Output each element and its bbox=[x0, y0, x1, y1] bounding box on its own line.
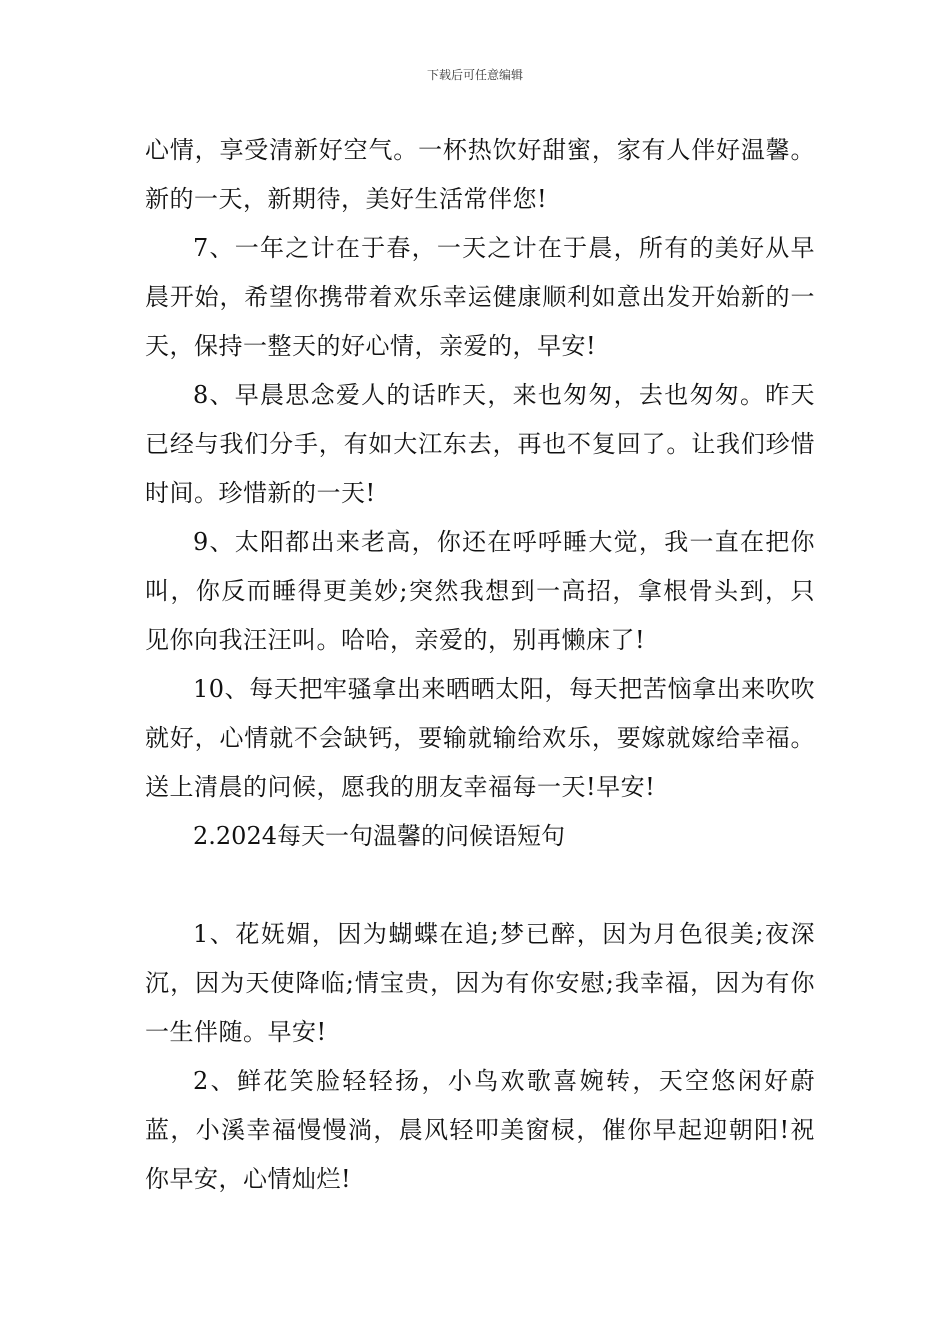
section-paragraph-item-2: 2、鲜花笑脸轻轻扬，小鸟欢歌喜婉转，天空悠闲好蔚蓝，小溪幸福慢慢淌，晨风轻叩美窗棂，催你早起迎朝阳!祝你早安，心情灿烂! bbox=[145, 1067, 815, 1193]
paragraph-continued: 心情，享受清新好空气。一杯热饮好甜蜜，家有人伴好温馨。新的一天，新期待，美好生活常伴您! bbox=[145, 136, 815, 213]
paragraph-item-8: 8、早晨思念爱人的话昨天，来也匆匆，去也匆匆。昨天已经与我们分手，有如大江东去，再也不复回了。让我们珍惜时间。珍惜新的一天! bbox=[145, 381, 815, 507]
document-body bbox=[145, 126, 815, 1204]
paragraph-item-10: 10、每天把牢骚拿出来晒晒太阳，每天把苦恼拿出来吹吹就好，心情就不会缺钙，要输就输给欢乐，要嫁就嫁给幸福。送上清晨的问候，愿我的朋友幸福每一天!早安! bbox=[145, 675, 815, 801]
paragraph-item-9: 9、太阳都出来老高，你还在呼呼睡大觉，我一直在把你叫，你反而睡得更美妙;突然我想到一高招，拿根骨头到，只见你向我汪汪叫。哈哈，亲爱的，别再懒床了! bbox=[145, 528, 815, 654]
blank-line bbox=[145, 861, 815, 910]
page-header: 下载后可任意编辑 bbox=[426, 68, 523, 82]
section-heading: 2.2024每天一句温馨的问候语短句 bbox=[193, 822, 565, 850]
paragraph-item-7: 7、一年之计在于春，一天之计在于晨，所有的美好从早晨开始，希望你携带着欢乐幸运健康顺利如意出发开始新的一天，保持一整天的好心情，亲爱的，早安! bbox=[145, 234, 815, 360]
section-paragraph-item-1: 1、花妩媚，因为蝴蝶在追;梦已醉，因为月色很美;夜深沉，因为天使降临;情宝贵，因为有你安慰;我幸福，因为有你一生伴随。早安! bbox=[145, 920, 815, 1046]
